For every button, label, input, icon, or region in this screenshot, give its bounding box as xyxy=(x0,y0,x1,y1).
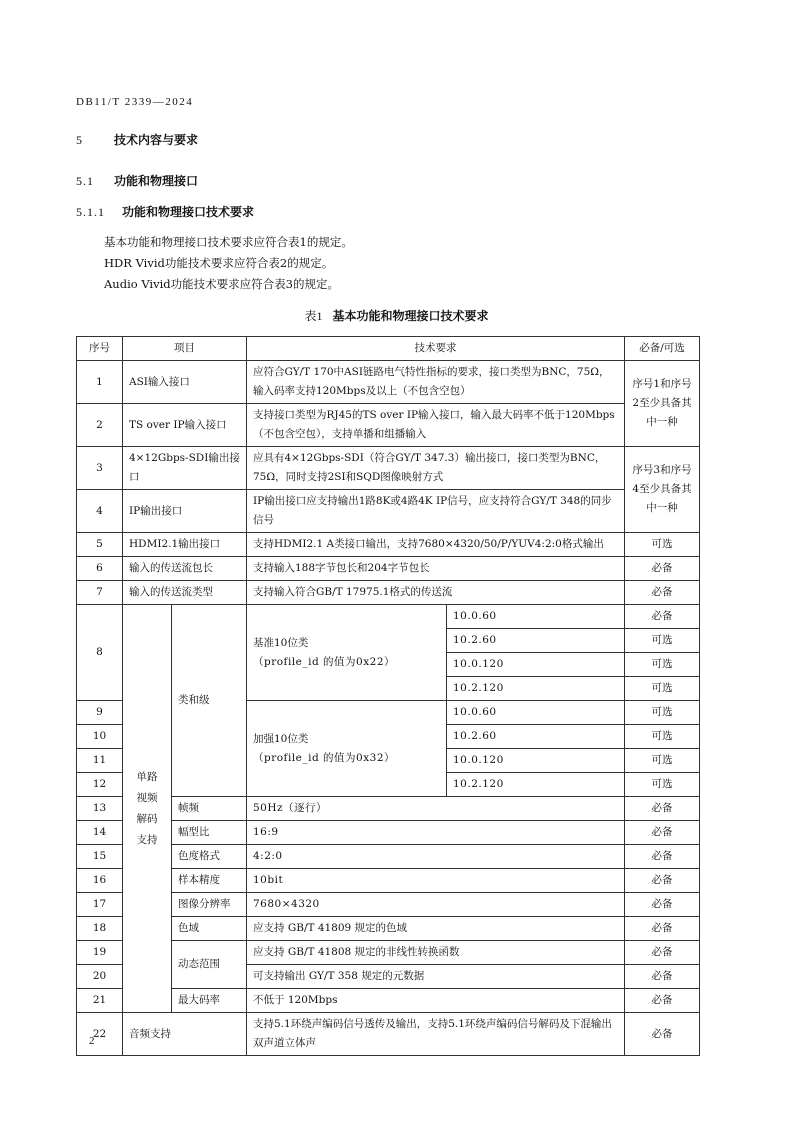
header-item: 项目 xyxy=(123,337,247,361)
paragraph: Audio Vivid功能技术要求应符合表3的规定。 xyxy=(104,277,339,291)
row-mandatory: 可选 xyxy=(625,629,700,653)
page-number: 2 xyxy=(89,1035,95,1047)
class-and-level-label: 类和级 xyxy=(172,605,247,797)
row-mandatory-merged: 序号1和序号2至少具备其中一种 xyxy=(625,361,700,447)
row-requirement: 应支持 GB/T 41809 规定的色域 xyxy=(247,917,625,941)
row-item: HDMI2.1输出接口 xyxy=(123,533,247,557)
row-seq: 11 xyxy=(77,749,123,773)
level-value: 10.0.120 xyxy=(447,653,625,677)
row-seq: 9 xyxy=(77,701,123,725)
row-seq: 8 xyxy=(77,605,123,701)
level-value: 10.2.60 xyxy=(447,725,625,749)
section-5-1-number: 5.1 xyxy=(76,174,94,188)
row-seq: 7 xyxy=(77,581,123,605)
table-row xyxy=(77,447,700,490)
row-sub-item: 帧频 xyxy=(172,797,247,821)
class-profile: （profile_id 的值为0x32） xyxy=(253,751,396,764)
table-caption-title: 基本功能和物理接口技术要求 xyxy=(332,309,489,323)
paragraph: 基本功能和物理接口技术要求应符合表1的规定。 xyxy=(104,235,353,249)
row-seq: 21 xyxy=(77,989,123,1013)
row-requirement: 支持5.1环绕声编码信号透传及输出，支持5.1环绕声编码信号解码及下混输出双声道立体声 xyxy=(247,1013,625,1056)
base-class-cell xyxy=(247,605,447,701)
row-requirement: 16:9 xyxy=(247,821,625,845)
row-sub-item: 最大码率 xyxy=(172,989,247,1013)
table-caption xyxy=(0,307,793,324)
level-value: 10.0.60 xyxy=(447,701,625,725)
row-sub-item: 图像分辨率 xyxy=(172,893,247,917)
table-header-row xyxy=(77,337,700,361)
row-item: 输入的传送流包长 xyxy=(123,557,247,581)
header-mandatory: 必备/可选 xyxy=(625,337,700,361)
row-requirement: 50Hz（逐行） xyxy=(247,797,625,821)
row-seq: 4 xyxy=(77,490,123,533)
class-name: 基准10位类 xyxy=(253,636,309,649)
row-mandatory: 必备 xyxy=(625,989,700,1013)
row-item: 4×12Gbps-SDI输出接口 xyxy=(123,447,247,490)
row-item: 输入的传送流类型 xyxy=(123,581,247,605)
row-mandatory: 可选 xyxy=(625,653,700,677)
row-seq: 12 xyxy=(77,773,123,797)
section-5-1-heading xyxy=(76,172,198,189)
section-5-1-title: 功能和物理接口 xyxy=(114,174,199,188)
row-seq: 13 xyxy=(77,797,123,821)
level-value: 10.2.120 xyxy=(447,677,625,701)
row-mandatory: 可选 xyxy=(625,701,700,725)
class-name: 加强10位类 xyxy=(253,732,309,745)
row-seq: 16 xyxy=(77,869,123,893)
row-mandatory: 可选 xyxy=(625,749,700,773)
table-row xyxy=(77,533,700,557)
row-seq: 17 xyxy=(77,893,123,917)
row-sub-item: 色域 xyxy=(172,917,247,941)
row-seq: 20 xyxy=(77,965,123,989)
row-seq: 10 xyxy=(77,725,123,749)
section-5-1-1-heading xyxy=(76,203,254,220)
level-value: 10.0.60 xyxy=(447,605,625,629)
class-profile: （profile_id 的值为0x22） xyxy=(253,655,396,668)
document-number: DB11/T 2339—2024 xyxy=(76,96,194,108)
row-mandatory: 可选 xyxy=(625,677,700,701)
row-mandatory: 必备 xyxy=(625,1013,700,1056)
row-requirement: 可支持输出 GY/T 358 规定的元数据 xyxy=(247,965,625,989)
row-mandatory: 必备 xyxy=(625,581,700,605)
row-requirement: 应符合GY/T 170中ASI链路电气特性指标的要求，接口类型为BNC，75Ω，输入码率支持120Mbps及以上（不包含空包） xyxy=(247,361,625,404)
table-row xyxy=(77,557,700,581)
row-item: ASI输入接口 xyxy=(123,361,247,404)
row-sub-item: 色度格式 xyxy=(172,845,247,869)
row-requirement: 支持输入符合GB/T 17975.1格式的传送流 xyxy=(247,581,625,605)
table-row xyxy=(77,605,700,629)
row-mandatory: 可选 xyxy=(625,773,700,797)
row-mandatory: 必备 xyxy=(625,605,700,629)
row-requirement: 不低于 120Mbps xyxy=(247,989,625,1013)
header-requirement: 技术要求 xyxy=(247,337,625,361)
row-requirement: 支持输入188字节包长和204字节包长 xyxy=(247,557,625,581)
table-row xyxy=(77,1013,700,1056)
video-decode-group: 单路视频解码支持 xyxy=(123,605,172,1013)
row-mandatory: 可选 xyxy=(625,533,700,557)
row-mandatory: 必备 xyxy=(625,893,700,917)
section-5-number: 5 xyxy=(76,133,83,147)
section-5-1-1-title: 功能和物理接口技术要求 xyxy=(122,205,255,219)
row-mandatory: 必备 xyxy=(625,797,700,821)
table-row xyxy=(77,404,700,447)
row-requirement: 支持HDMI2.1 A类接口输出，支持7680×4320/50/P/YUV4:2:0格式输出 xyxy=(247,533,625,557)
row-sub-item: 幅型比 xyxy=(172,821,247,845)
row-item: IP输出接口 xyxy=(123,490,247,533)
row-requirement: 7680×4320 xyxy=(247,893,625,917)
row-requirement: 4:2:0 xyxy=(247,845,625,869)
row-mandatory: 必备 xyxy=(625,845,700,869)
row-sub-item: 样本精度 xyxy=(172,869,247,893)
row-mandatory: 必备 xyxy=(625,917,700,941)
row-sub-item: 动态范围 xyxy=(172,941,247,989)
row-mandatory: 必备 xyxy=(625,557,700,581)
enhanced-class-cell xyxy=(247,701,447,797)
table-caption-number: 表1 xyxy=(304,309,323,323)
row-requirement: IP输出接口应支持输出1路8K或4路4K IP信号，应支持符合GY/T 348的同步信号 xyxy=(247,490,625,533)
row-seq: 3 xyxy=(77,447,123,490)
row-mandatory-merged: 序号3和序号4至少具备其中一种 xyxy=(625,447,700,533)
row-requirement: 应具有4×12Gbps-SDI（符合GY/T 347.3）输出接口，接口类型为BNC，75Ω，同时支持2SI和SQD图像映射方式 xyxy=(247,447,625,490)
row-requirement: 应支持 GB/T 41808 规定的非线性转换函数 xyxy=(247,941,625,965)
row-seq: 15 xyxy=(77,845,123,869)
section-5-1-1-number: 5.1.1 xyxy=(76,205,105,219)
table-row xyxy=(77,361,700,404)
level-value: 10.2.120 xyxy=(447,773,625,797)
row-mandatory: 必备 xyxy=(625,941,700,965)
row-seq: 19 xyxy=(77,941,123,965)
level-value: 10.0.120 xyxy=(447,749,625,773)
row-mandatory: 必备 xyxy=(625,965,700,989)
table-row xyxy=(77,581,700,605)
table-row xyxy=(77,490,700,533)
row-requirement: 支持接口类型为RJ45的TS over IP输入接口，输入最大码率不低于120Mbps（不包含空包），支持单播和组播输入 xyxy=(247,404,625,447)
level-value: 10.2.60 xyxy=(447,629,625,653)
row-mandatory: 必备 xyxy=(625,869,700,893)
row-requirement: 10bit xyxy=(247,869,625,893)
row-mandatory: 必备 xyxy=(625,821,700,845)
row-seq: 2 xyxy=(77,404,123,447)
requirements-table xyxy=(76,336,700,1056)
paragraph: HDR Vivid功能技术要求应符合表2的规定。 xyxy=(104,256,334,270)
row-seq: 1 xyxy=(77,361,123,404)
section-5-heading xyxy=(76,131,198,148)
header-seq: 序号 xyxy=(77,337,123,361)
row-seq: 22 xyxy=(77,1013,123,1056)
row-seq: 18 xyxy=(77,917,123,941)
row-seq: 14 xyxy=(77,821,123,845)
row-seq: 5 xyxy=(77,533,123,557)
row-mandatory: 可选 xyxy=(625,725,700,749)
row-item: TS over IP输入接口 xyxy=(123,404,247,447)
row-seq: 6 xyxy=(77,557,123,581)
row-item: 音频支持 xyxy=(123,1013,247,1056)
section-5-title: 技术内容与要求 xyxy=(114,133,199,147)
